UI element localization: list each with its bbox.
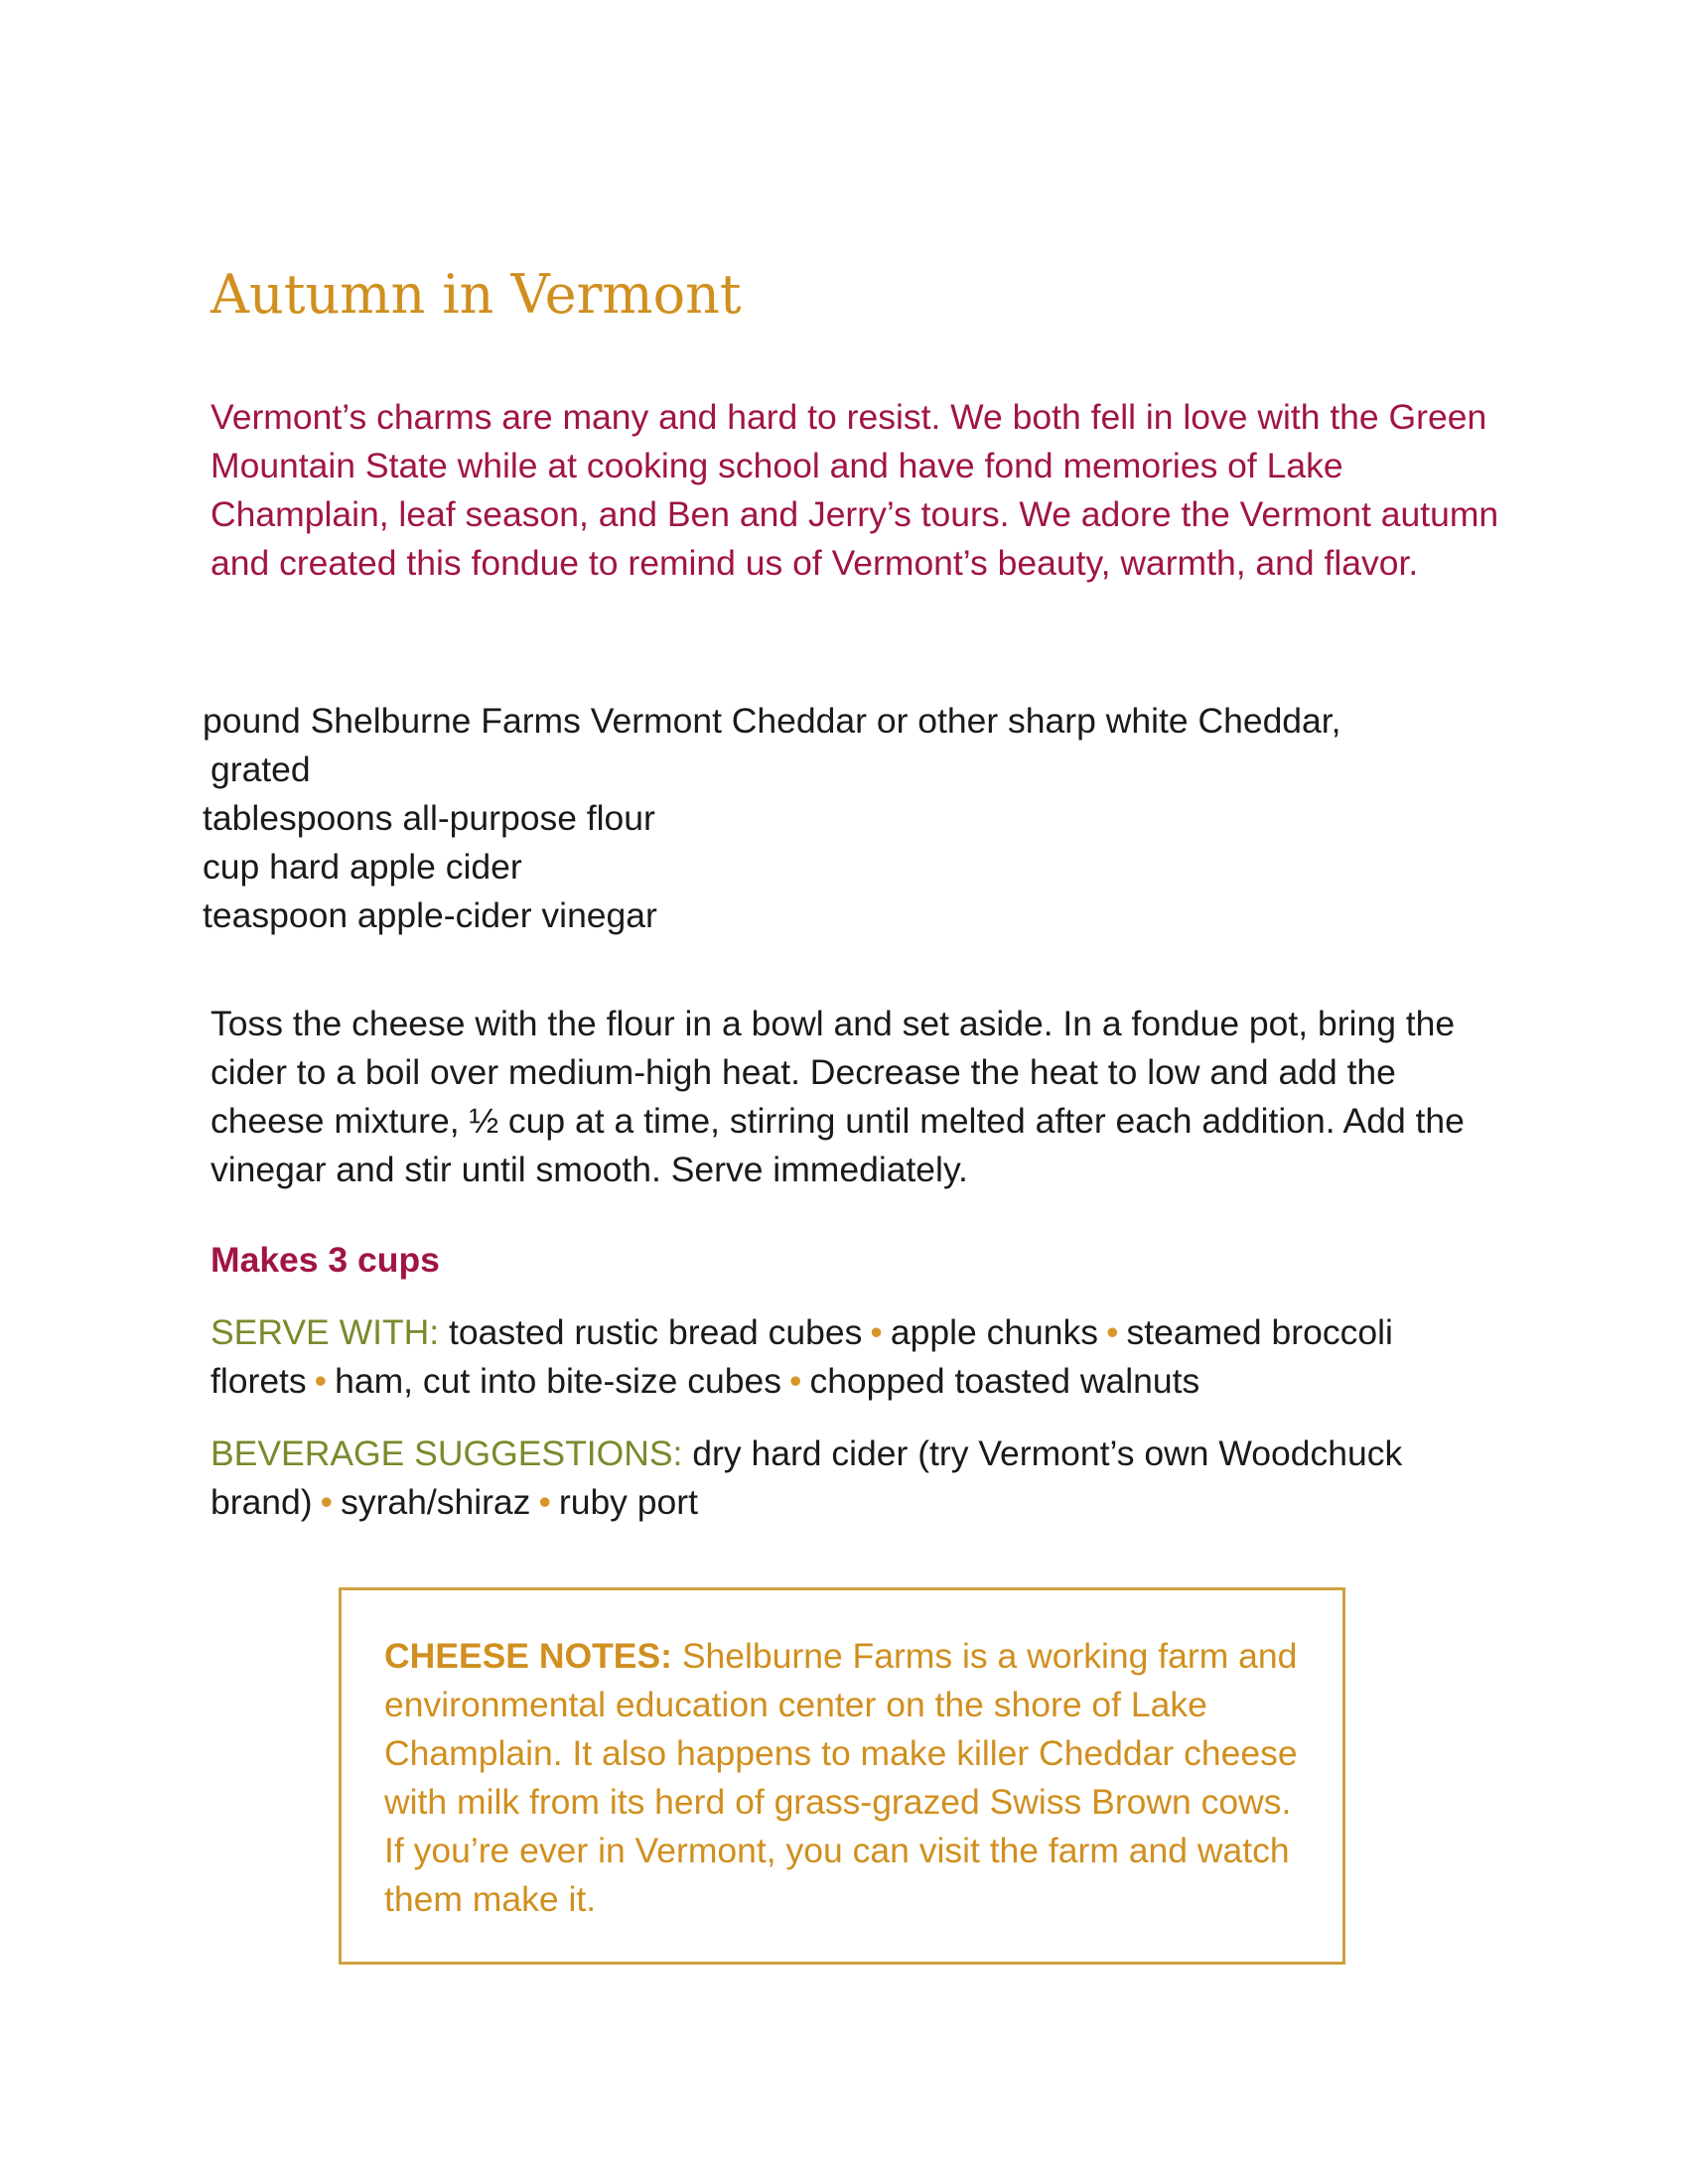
- recipe-title: Autumn in Vermont: [211, 263, 742, 326]
- recipe-yield: Makes 3 cups: [211, 1240, 440, 1280]
- bullet-dot-icon: •: [538, 1482, 551, 1522]
- serve-item: steamed broccoli florets: [211, 1312, 1393, 1401]
- ingredient-item: [203, 794, 1493, 843]
- bullet-dot-icon: •: [870, 1312, 883, 1352]
- ingredient-text-continued: grated: [211, 750, 311, 789]
- bullet-dot-icon: •: [789, 1361, 802, 1401]
- ingredient-item: [203, 891, 1493, 940]
- recipe-intro: Vermont’s charms are many and hard to resist. We both fell in love with the Green Mountain State while at cooking school and have fond memories of Lake Champlain, leaf season, and Ben and Jerry’s tours. We adore the Vermont autumn and created this fondue to remind us of Vermont’s beauty, warmth, and flavor.: [211, 397, 1499, 583]
- bullet-dot-icon: •: [1106, 1312, 1119, 1352]
- beverage-section: [211, 1430, 1501, 1527]
- ingredient-item: [203, 843, 1493, 891]
- bullet-dot-icon: •: [314, 1361, 328, 1401]
- serve-with-section: [211, 1308, 1501, 1406]
- beverage-label: BEVERAGE SUGGESTIONS:: [211, 1433, 683, 1473]
- cheese-notes-body: Shelburne Farms is a working farm and environmental education center on the shore of Lake Champlain. It also happens to make killer Cheddar cheese with milk from its herd of grass-grazed Swiss Brown cows. If you’re ever in Vermont, you can visit the farm and watch them make it.: [384, 1636, 1298, 1919]
- cheese-notes-text: [384, 1632, 1318, 1924]
- beverage-item: dry hard cider (try Vermont’s own Woodchuck brand): [211, 1433, 1403, 1522]
- ingredient-item: [203, 697, 1493, 794]
- ingredient-list: [203, 697, 1493, 940]
- cheese-notes-label: CHEESE NOTES:: [384, 1636, 672, 1676]
- serve-item: ham, cut into bite-size cubes: [335, 1361, 781, 1401]
- cheese-notes-box: [339, 1587, 1345, 1965]
- bullet-dot-icon: •: [320, 1482, 334, 1522]
- recipe-method: Toss the cheese with the flour in a bowl and set aside. In a fondue pot, bring the cider to a boil over medium-high heat. Decrease the heat to low and add the cheese mixture, ½ cup at a time, stirring until melted after each addition. Add the vinegar and stir until smooth. Serve immediately.: [211, 1004, 1465, 1189]
- beverage-item: syrah/shiraz: [341, 1482, 531, 1522]
- beverage-item: ruby port: [558, 1482, 698, 1522]
- serve-with-label: SERVE WITH:: [211, 1312, 440, 1352]
- ingredient-text: tablespoons all-purpose flour: [203, 798, 655, 838]
- ingredient-text: cup hard apple cider: [203, 847, 522, 887]
- serve-item: chopped toasted walnuts: [809, 1361, 1200, 1401]
- ingredient-text: teaspoon apple-cider vinegar: [203, 895, 657, 935]
- serve-item: toasted rustic bread cubes: [449, 1312, 863, 1352]
- serve-item: apple chunks: [890, 1312, 1099, 1352]
- ingredient-text: pound Shelburne Farms Vermont Cheddar or other sharp white Cheddar,: [203, 701, 1341, 741]
